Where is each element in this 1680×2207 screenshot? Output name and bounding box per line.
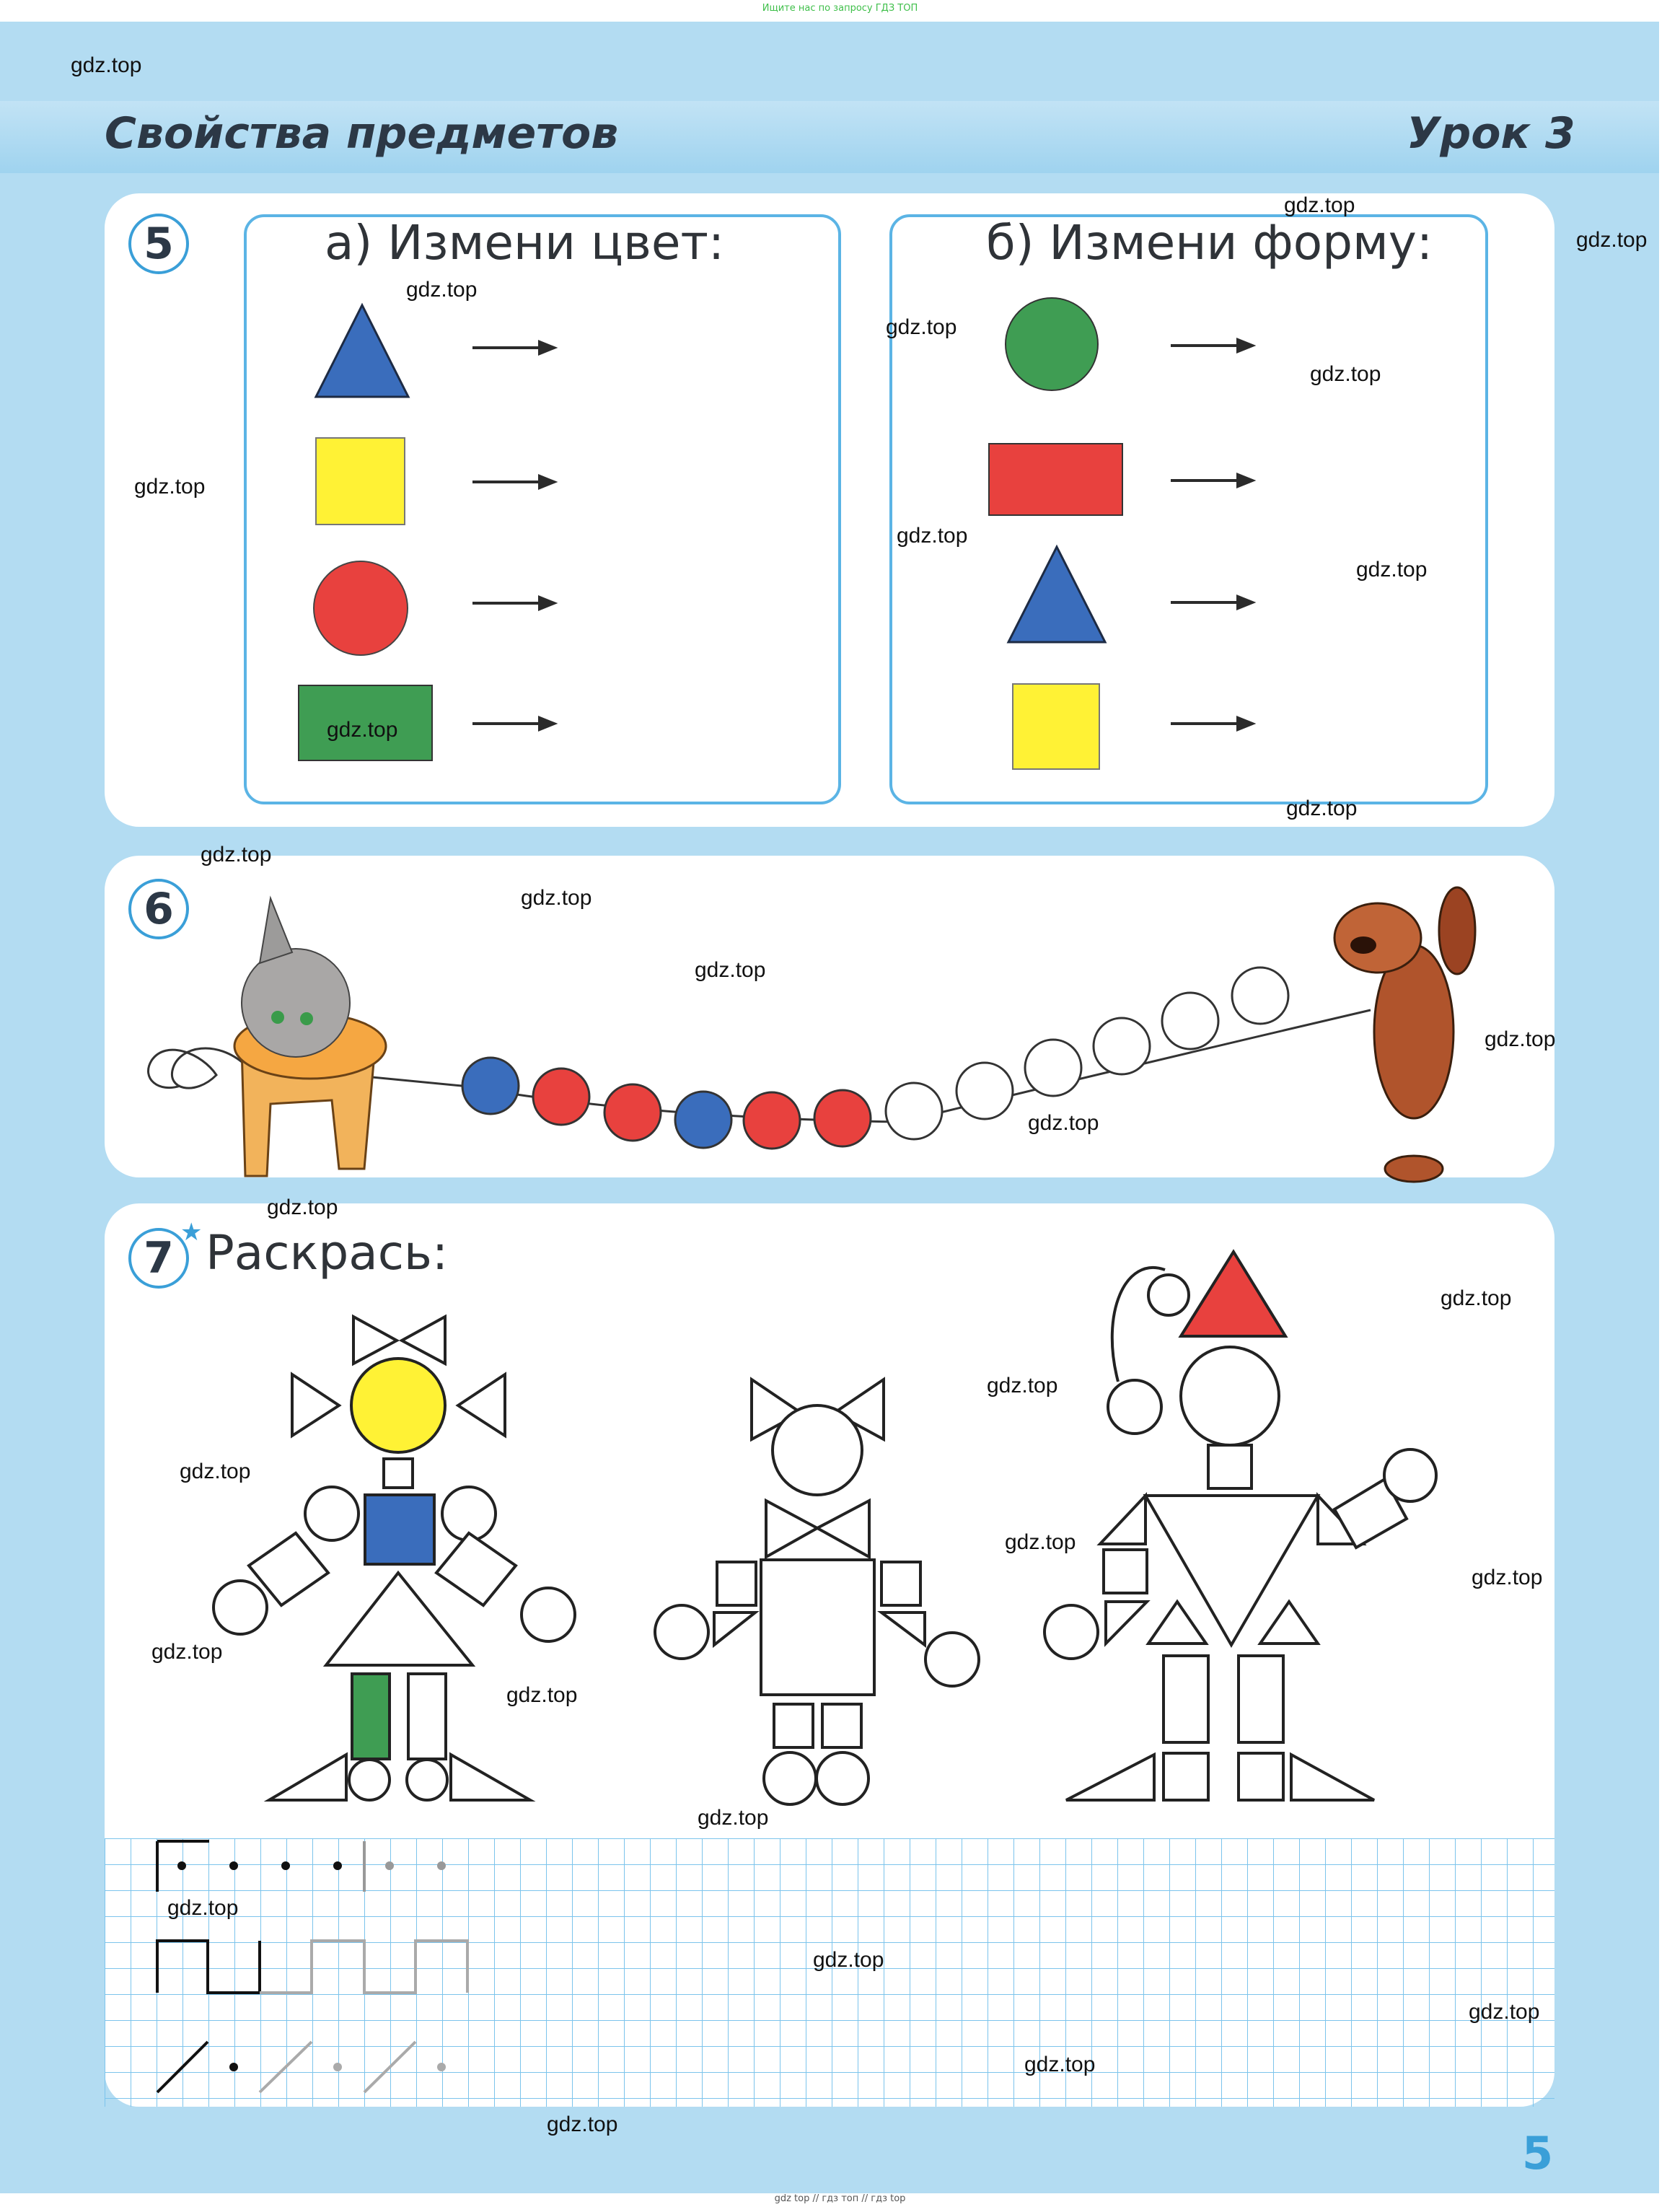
watermark: gdz.top <box>167 1896 239 1920</box>
watermark: gdz.top <box>897 524 968 548</box>
watermark: gdz.top <box>327 718 398 742</box>
star-icon: ★ <box>180 1219 203 1246</box>
task5-number: 5 <box>128 214 189 274</box>
task7-heading: Раскрась: <box>206 1225 449 1281</box>
top-note: Ищите нас по запросу ГДЗ ТОП <box>762 3 918 14</box>
watermark: gdz.top <box>201 843 272 866</box>
task5b-heading: б) Измени форму: <box>986 215 1433 271</box>
grid-cells <box>105 1838 1554 2107</box>
watermark: gdz.top <box>406 278 478 302</box>
task5a-heading: а) Измени цвет: <box>325 215 725 271</box>
watermark: gdz.top <box>547 2112 618 2136</box>
watermark: gdz.top <box>1485 1027 1556 1051</box>
watermark: gdz.top <box>267 1195 338 1219</box>
watermark: gdz.top <box>1576 228 1648 252</box>
watermark: gdz.top <box>1441 1286 1512 1310</box>
watermark: gdz.top <box>987 1374 1058 1398</box>
task6-number: 6 <box>128 879 189 939</box>
watermark: gdz.top <box>1284 193 1355 217</box>
page-title: Свойства предметов <box>105 108 619 159</box>
watermark: gdz.top <box>180 1460 251 1483</box>
watermark: gdz.top <box>1024 2053 1096 2076</box>
watermark: gdz.top <box>1286 797 1358 820</box>
page-number: 5 <box>1522 2127 1554 2180</box>
watermark: gdz.top <box>134 475 206 499</box>
watermark: gdz.top <box>71 53 142 77</box>
watermark: gdz.top <box>151 1640 223 1664</box>
bottom-note: gdz top // гдз топ // гдз top <box>774 2193 906 2204</box>
watermark: gdz.top <box>698 1806 769 1830</box>
lesson-label: Урок 3 <box>1407 108 1575 159</box>
watermark: gdz.top <box>886 315 957 339</box>
watermark: gdz.top <box>1356 558 1428 582</box>
watermark: gdz.top <box>1028 1111 1099 1135</box>
watermark: gdz.top <box>506 1683 578 1707</box>
watermark: gdz.top <box>1469 2000 1540 2024</box>
watermark: gdz.top <box>695 958 766 982</box>
task7-number: 7 <box>128 1228 189 1289</box>
watermark: gdz.top <box>1310 362 1381 386</box>
watermark: gdz.top <box>813 1948 884 1972</box>
watermark: gdz.top <box>1005 1530 1076 1554</box>
watermark: gdz.top <box>1472 1566 1543 1589</box>
watermark: gdz.top <box>521 886 592 910</box>
